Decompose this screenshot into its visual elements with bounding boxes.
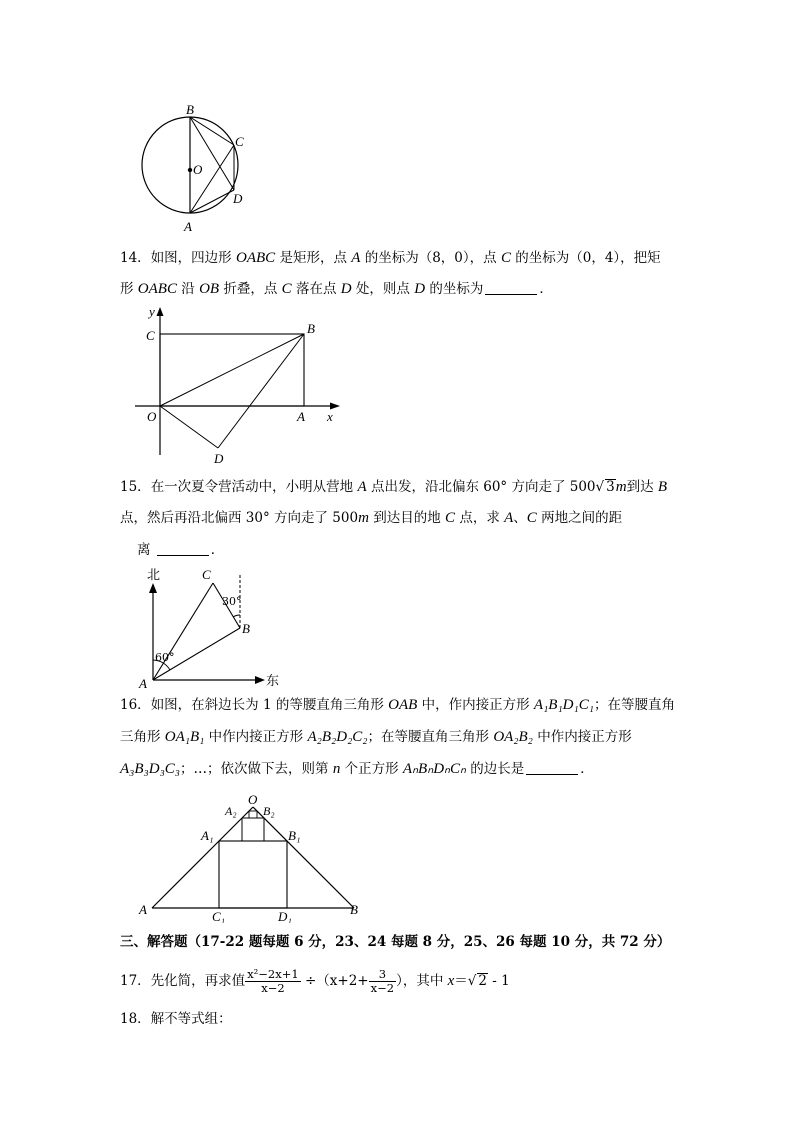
direction-figure [135, 565, 280, 690]
fraction-2: $\frac{3}{x-2}$ [370, 967, 395, 995]
label-A: A [297, 409, 305, 424]
angle-60-label: 60° [155, 651, 175, 664]
label-D1: D₁ [278, 909, 292, 923]
label-D: D [233, 191, 243, 206]
q18-line: 18．解不等式组： [120, 1011, 232, 1027]
label-C: C [202, 567, 211, 582]
label-A1: A₁ [201, 828, 214, 843]
rectangle-fold-figure [135, 305, 350, 467]
label-B2: B₂ [263, 804, 275, 818]
label-D: D [214, 451, 224, 466]
label-B: B [350, 902, 358, 917]
q15-line3: 离 ． [137, 542, 225, 558]
label-x: x [327, 409, 333, 424]
label-A2: A₂ [225, 804, 237, 818]
section3-title: 三、解答题（17-22 题每题 6 分，23、24 每题 8 分，25、26 每题 10 分，共 72 分） [120, 934, 671, 950]
label-B: B [307, 321, 315, 336]
label-O: O [248, 792, 258, 807]
q15-line1: 15．在一次夏令营活动中，小明从营地 A 点出发，沿北偏东 60° 方向走了 500√ 3m到达 B [120, 479, 668, 495]
answer-blank[interactable] [157, 541, 209, 556]
answer-blank[interactable] [485, 280, 537, 295]
answer-blank[interactable] [526, 760, 578, 775]
label-C: C [146, 328, 155, 343]
label-B: B [242, 621, 250, 636]
label-y: y [149, 305, 155, 319]
label-A: A [139, 902, 147, 917]
label-O: O [147, 409, 157, 424]
q17-line: 17．先化简，再求值 $\frac{\text{x²−2x+1}}{x-2}$ ÷（x+2+ $\frac{3}{x-2}$ ），其中 x＝√ 2 - 1 [120, 967, 510, 995]
label-O: O [193, 162, 203, 177]
label-C: C [235, 134, 244, 149]
q14-line1: 14．如图，四边形 OABC 是矩形，点 A 的坐标为（8，0），点 C 的坐标为（0，4），把矩 [120, 250, 661, 266]
angle-30-label: 30° [222, 595, 242, 608]
q16-line3: A₃B₃D₃C₃；…；依次做下去，则第 n 个正方形 AₙBₙDₙCₙ 的边长是 ． [120, 761, 594, 777]
q16-line1: 16．如图，在斜边长为 1 的等腰直角三角形 OAB 中，作内接正方形 A₁B₁D₁C₁；在等腰直角 [120, 697, 675, 713]
label-A: A [184, 219, 192, 234]
q15-line2: 点，然后再沿北偏西 30° 方向走了 500m 到达目的地 C 点，求 A、C 两地之间的距 [120, 510, 623, 526]
label-B: B [186, 102, 194, 117]
fraction-1: $\frac{\text{x²−2x+1}}{x-2}$ [247, 967, 299, 995]
label-C1: C₁ [212, 909, 226, 923]
triangle-squares-figure [135, 788, 370, 923]
label-A: A [139, 676, 147, 690]
circle-figure [135, 100, 255, 235]
east-label: 东 [266, 674, 280, 689]
q14-line2: 形 OABC 沿 OB 折叠，点 C 落在点 D 处，则点 D 的坐标为 ． [120, 281, 553, 297]
label-B1: B₁ [288, 828, 301, 843]
north-label: 北 [147, 568, 161, 583]
q16-line2: 三角形 OA₁B₁ 中作内接正方形 A₂B₂D₂C₂；在等腰直角三角形 OA₂B₂ 中作内接正方形 [120, 729, 632, 745]
